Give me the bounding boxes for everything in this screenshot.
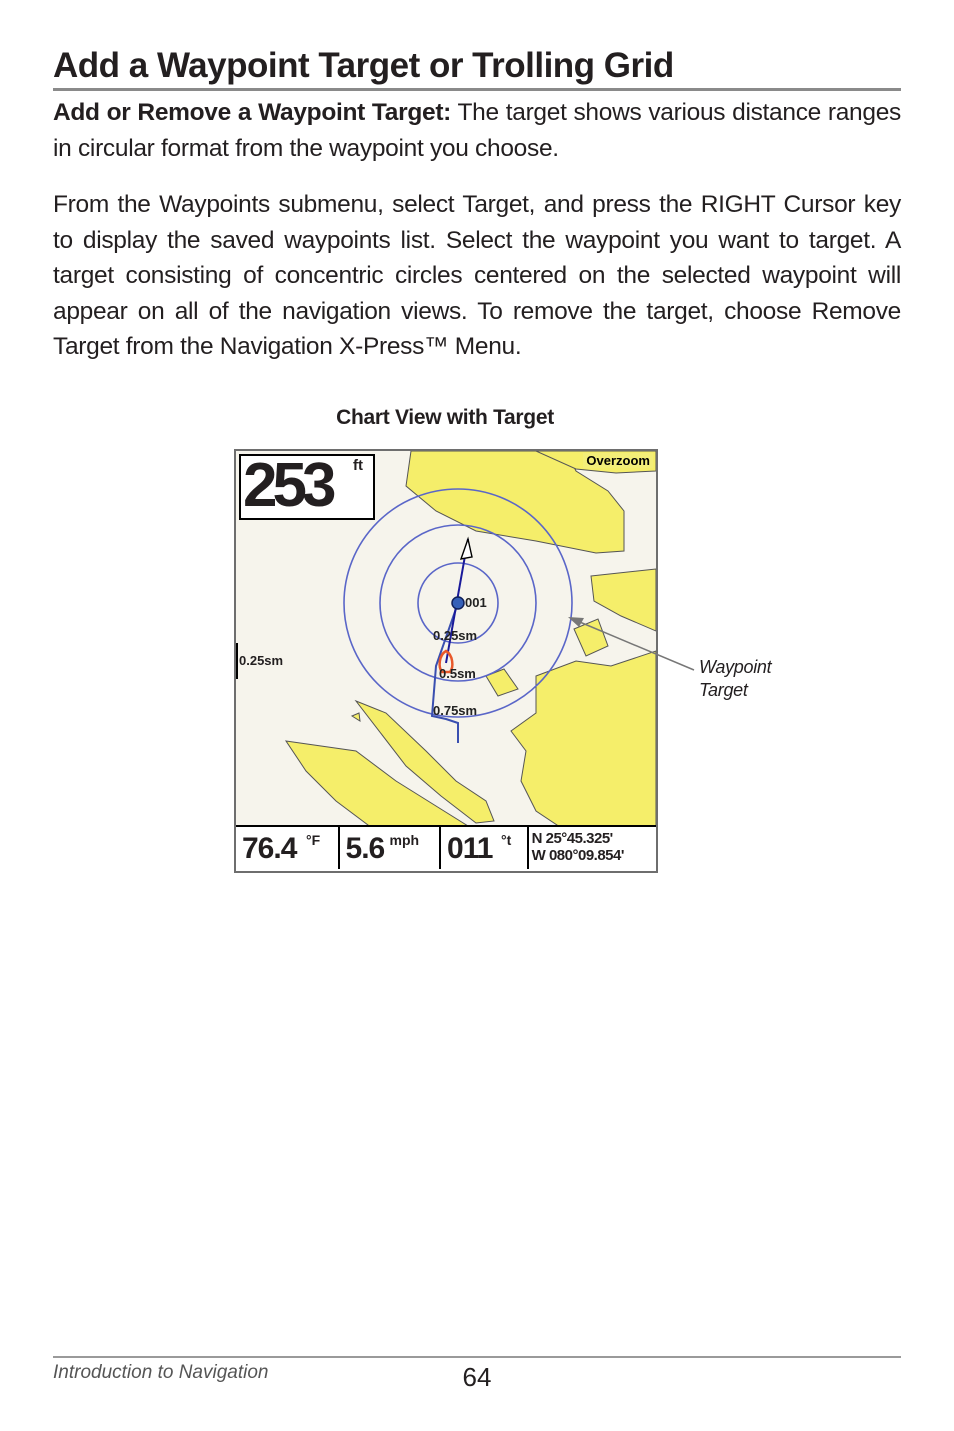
footer-rule: [53, 1356, 901, 1358]
waypoint-target-callout: [699, 656, 799, 702]
intro-paragraph: [53, 95, 901, 166]
callout-line-2: Target: [699, 680, 748, 700]
longitude: W 080°09.854': [531, 847, 624, 864]
heading-unit: °t: [501, 832, 512, 848]
callout-line-1: Waypoint: [699, 657, 772, 677]
depth-readout: [239, 451, 375, 520]
chart-view-screen: [234, 449, 658, 873]
title-rule: [53, 88, 901, 91]
position-cell: [529, 827, 656, 869]
instructions-paragraph: From the Waypoints submenu, select Target, and press the RIGHT Cursor key to display the saved waypoints list. Select the waypoint you want to target. A target consisting of concentric circles centered on the selected waypoint will appear on all of the navigation views. To remove the target, choose Remove Target from the Navigation X-Press™ Menu.: [53, 191, 901, 360]
overzoom-indicator: Overzoom: [583, 453, 653, 468]
land-islet: [352, 713, 360, 721]
heading-arrow: [461, 539, 472, 559]
temperature-value: 76.4: [242, 832, 297, 865]
waypoint-dot: [452, 597, 464, 609]
page-number: 64: [462, 1362, 492, 1392]
status-bar: [236, 825, 656, 871]
page-title: Add a Waypoint Target or Trolling Grid: [53, 46, 674, 85]
heading-value: 011: [447, 832, 493, 865]
temperature-cell: [236, 827, 340, 869]
intro-lead: Add or Remove a Waypoint Target:: [53, 99, 452, 126]
ring-label-1: 0.25sm: [433, 628, 478, 643]
waypoint-label: 001: [465, 595, 487, 610]
land-east-strip: [591, 569, 656, 631]
heading-cell: [441, 827, 529, 869]
footer-section: Introduction to Navigation: [53, 1362, 269, 1383]
speed-cell: [340, 827, 442, 869]
latitude: N 25°45.325': [531, 830, 613, 847]
ring-label-2: 0.5sm: [439, 666, 476, 681]
speed-value: 5.6: [345, 832, 385, 865]
ring-label-3: 0.75sm: [433, 703, 478, 718]
land-east-small: [574, 619, 608, 656]
scale-label: 0.25sm: [239, 653, 284, 668]
land-southeast: [511, 651, 656, 831]
intro-text: The target shows various distance ranges in circular format from the waypoint you choose.: [53, 99, 901, 162]
figure-caption: Chart View with Target: [336, 406, 554, 429]
depth-value: 253: [243, 451, 332, 520]
temperature-unit: °F: [306, 832, 321, 848]
speed-unit: mph: [389, 832, 420, 848]
depth-unit: ft: [353, 457, 363, 474]
